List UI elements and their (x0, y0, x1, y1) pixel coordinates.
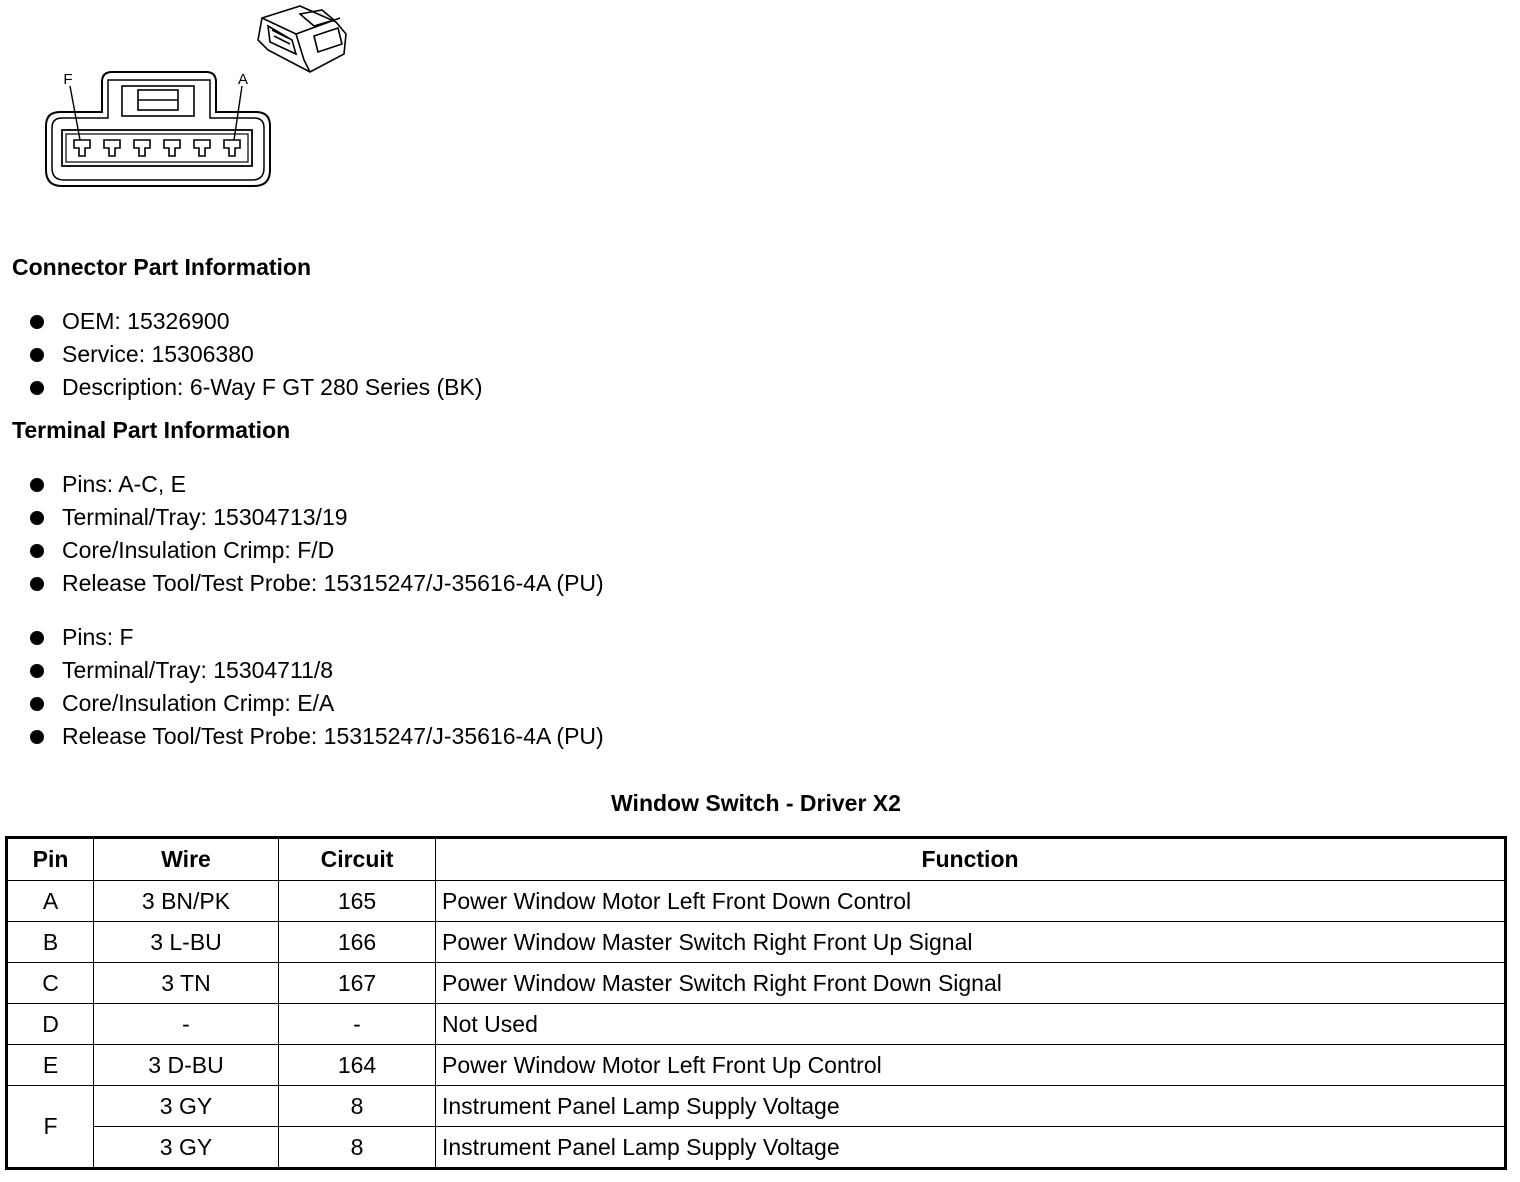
circuit-cell: - (279, 1004, 436, 1045)
list-item: Release Tool/Test Probe: 15315247/J-35616-4A (PU) (0, 720, 604, 753)
bullet-icon (30, 315, 44, 329)
bullet-icon (30, 478, 44, 492)
terminal-group-2-list (0, 621, 604, 753)
pin-cell: E (7, 1045, 94, 1086)
pin-label-left: F (63, 71, 73, 88)
table-row (7, 1127, 1506, 1169)
connector-part-info-heading: Connector Part Information (12, 254, 312, 280)
bullet-icon (30, 697, 44, 711)
bullet-icon (30, 544, 44, 558)
list-item: Description: 6-Way F GT 280 Series (BK) (0, 371, 483, 404)
wire-cell: 3 TN (94, 963, 279, 1004)
column-header-function: Function (436, 838, 1506, 881)
wire-cell: 3 GY (94, 1086, 279, 1127)
pin-cell: B (7, 922, 94, 963)
connector-part-info-list (0, 305, 483, 404)
bullet-icon (30, 664, 44, 678)
wire-cell: 3 GY (94, 1127, 279, 1169)
pin-cell: F (7, 1086, 94, 1169)
list-item: Pins: F (0, 621, 604, 654)
pin-cell: A (7, 881, 94, 922)
circuit-cell: 166 (279, 922, 436, 963)
list-item: OEM: 15326900 (0, 305, 483, 338)
wire-cell: 3 BN/PK (94, 881, 279, 922)
wire-cell: - (94, 1004, 279, 1045)
table-row (7, 963, 1506, 1004)
circuit-cell: 8 (279, 1127, 436, 1169)
list-item: Release Tool/Test Probe: 15315247/J-35616-4A (PU) (0, 567, 604, 600)
connector-face-view-icon (0, 0, 360, 200)
function-cell: Power Window Master Switch Right Front Up Signal (436, 922, 1506, 963)
pin-cell: D (7, 1004, 94, 1045)
function-cell: Power Window Master Switch Right Front Down Signal (436, 963, 1506, 1004)
function-cell: Instrument Panel Lamp Supply Voltage (436, 1086, 1506, 1127)
terminal-part-info-heading: Terminal Part Information (12, 417, 291, 443)
bullet-icon (30, 577, 44, 591)
bullet-icon (30, 631, 44, 645)
connector-housing-icon (258, 6, 346, 72)
table-row (7, 1086, 1506, 1127)
bullet-icon (30, 730, 44, 744)
function-cell: Instrument Panel Lamp Supply Voltage (436, 1127, 1506, 1169)
function-cell: Power Window Motor Left Front Down Control (436, 881, 1506, 922)
table-row (7, 881, 1506, 922)
list-item: Core/Insulation Crimp: F/D (0, 534, 604, 567)
circuit-cell: 164 (279, 1045, 436, 1086)
circuit-cell: 8 (279, 1086, 436, 1127)
bullet-icon (30, 381, 44, 395)
table-row (7, 1045, 1506, 1086)
bullet-icon (30, 511, 44, 525)
table-header-row (7, 838, 1506, 881)
pin-label-right: A (237, 71, 249, 88)
list-item: Service: 15306380 (0, 338, 483, 371)
wire-cell: 3 D-BU (94, 1045, 279, 1086)
wire-cell: 3 L-BU (94, 922, 279, 963)
bullet-icon (30, 348, 44, 362)
terminal-group-1-list (0, 468, 604, 600)
table-title: Window Switch - Driver X2 (611, 790, 901, 816)
function-cell: Power Window Motor Left Front Up Control (436, 1045, 1506, 1086)
pin-cell: C (7, 963, 94, 1004)
list-item: Core/Insulation Crimp: E/A (0, 687, 604, 720)
list-item: Terminal/Tray: 15304711/8 (0, 654, 604, 687)
circuit-cell: 165 (279, 881, 436, 922)
column-header-wire: Wire (94, 838, 279, 881)
column-header-circuit: Circuit (279, 838, 436, 881)
circuit-cell: 167 (279, 963, 436, 1004)
column-header-pin: Pin (7, 838, 94, 881)
list-item: Terminal/Tray: 15304713/19 (0, 501, 604, 534)
function-cell: Not Used (436, 1004, 1506, 1045)
pin-table (5, 836, 1507, 1170)
table-row (7, 922, 1506, 963)
list-item: Pins: A-C, E (0, 468, 604, 501)
table-row (7, 1004, 1506, 1045)
